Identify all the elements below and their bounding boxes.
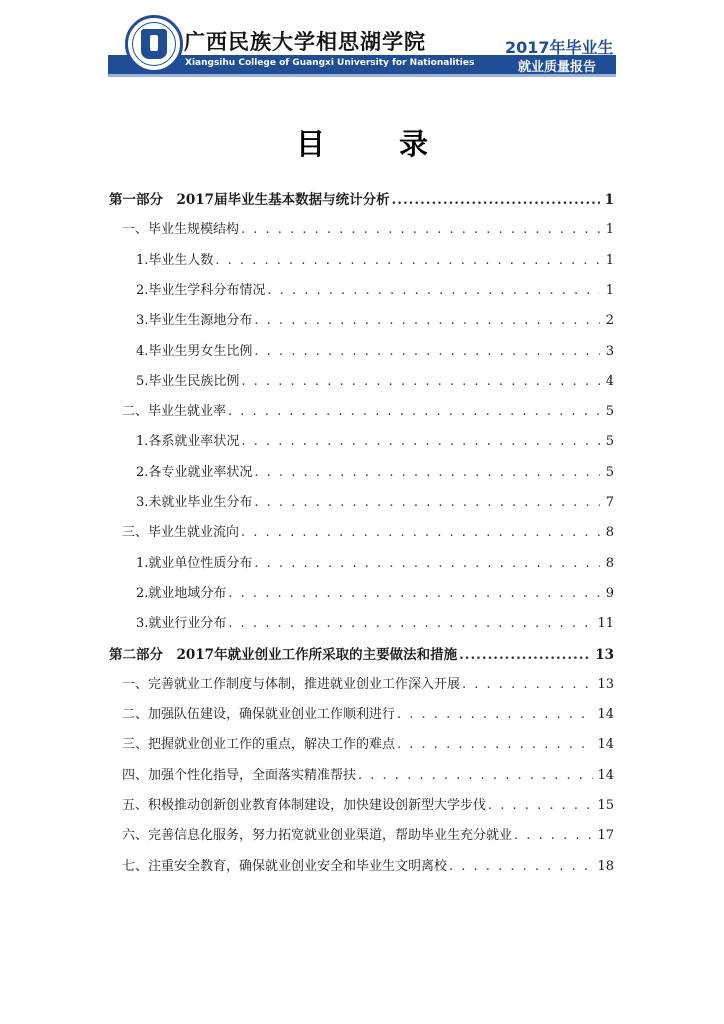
toc-page-number: 1 [605,283,614,298]
page-header [0,0,724,90]
toc-leader-dots [215,251,600,271]
toc-page-number: 9 [605,586,614,601]
toc-page-number: 4 [605,374,614,389]
toc-subsection-entry[interactable] [136,463,614,483]
college-name-en: Xiangsihu College of Guangxi University for Nationalities [185,58,475,68]
toc-leader-dots [459,645,591,665]
toc-leader-dots [397,735,593,755]
toc-entry-title: 2.毕业生学科分布情况 [136,283,266,298]
toc-leader-dots [488,796,593,816]
toc-leader-dots [241,220,600,240]
toc-leader-dots [392,190,600,210]
toc-subsection-entry[interactable] [136,342,614,362]
toc-leader-dots [254,342,600,362]
toc-subsection-entry[interactable] [136,614,614,634]
toc-page-number: 1 [605,253,614,268]
toc-entry-title: 3.未就业毕业生分布 [136,495,253,510]
toc-section-entry[interactable] [122,857,614,877]
toc-leader-dots [358,766,593,786]
toc-page-number: 5 [605,404,614,419]
toc-page-number: 13 [597,677,614,692]
toc-leader-dots [267,281,600,301]
toc-entry-title: 一、完善就业工作制度与体制，推进就业创业工作深入开展 [122,677,461,692]
toc-section-entry[interactable] [122,675,614,695]
toc-entry-title: 二、毕业生就业率 [122,404,227,419]
toc-entry-title: 第二部分 2017年就业创业工作所采取的主要做法和措施 [109,647,458,663]
toc-subsection-entry[interactable] [136,251,614,271]
toc-entry-title: 六、完善信息化服务，努力拓宽就业创业渠道，帮助毕业生充分就业 [122,828,513,843]
toc-page-number: 17 [597,828,614,843]
toc-leader-dots [228,402,600,422]
toc-subsection-entry[interactable] [136,584,614,604]
toc-page-number: 1 [604,192,614,208]
toc-entry-title: 三、把握就业创业工作的重点，解决工作的难点 [122,737,396,752]
toc-subsection-entry[interactable] [136,281,614,301]
toc-page-number: 2 [605,313,614,328]
toc-page-number: 18 [597,859,614,874]
college-name-cn: 广西民族大学相思湖学院 [184,29,426,54]
toc-section-entry[interactable] [122,766,614,786]
toc-entry-title: 1.各系就业率状况 [136,434,240,449]
toc-subsection-entry[interactable] [136,372,614,392]
toc-title: 目 录 [295,127,461,161]
toc-subsection-entry[interactable] [136,311,614,331]
toc-section-entry[interactable] [122,705,614,725]
toc-page-number: 8 [605,525,614,540]
toc-part-entry[interactable] [109,190,614,210]
college-emblem-icon [125,15,183,73]
toc-page-number: 8 [605,556,614,571]
toc-section-entry[interactable] [122,523,614,543]
toc-page-number: 14 [597,737,614,752]
toc-leader-dots [397,705,593,725]
toc-entry-title: 3.就业行业分布 [136,616,227,631]
toc-page-number: 3 [605,344,614,359]
toc-page-number: 7 [605,495,614,510]
toc-subsection-entry[interactable] [136,493,614,513]
toc-entry-title: 3.毕业生生源地分布 [136,313,253,328]
toc-entry-title: 二、加强队伍建设，确保就业创业工作顺利进行 [122,707,396,722]
toc-leader-dots [241,372,600,392]
toc-leader-dots [228,614,593,634]
toc-leader-dots [449,857,593,877]
toc-part-entry[interactable] [109,645,614,665]
toc-entry-title: 三、毕业生就业流向 [122,525,240,540]
toc-entry-title: 1.就业单位性质分布 [136,556,253,571]
toc-section-entry[interactable] [122,796,614,816]
toc-entry-title: 5.毕业生民族比例 [136,374,240,389]
toc-entry-title: 第一部分 2017届毕业生基本数据与统计分析 [109,192,390,208]
toc-leader-dots [241,432,600,452]
toc-leader-dots [462,675,593,695]
toc-leader-dots [254,463,600,483]
toc-leader-dots [254,311,600,331]
report-year-title: 2017年毕业生 [505,38,614,57]
toc-entry-title: 4.毕业生男女生比例 [136,344,253,359]
toc-subsection-entry[interactable] [136,554,614,574]
toc-page-number: 1 [605,222,614,237]
toc-page-number: 11 [597,616,614,631]
toc-entry-title: 七、注重安全教育，确保就业创业安全和毕业生文明离校 [122,859,448,874]
toc-leader-dots [254,493,600,513]
toc-subsection-entry[interactable] [136,432,614,452]
toc-entry-title: 2.就业地域分布 [136,586,227,601]
toc-leader-dots [514,826,593,846]
report-name: 就业质量报告 [518,60,597,75]
toc-page-number: 14 [597,768,614,783]
toc-section-entry[interactable] [122,220,614,240]
toc-page-number: 5 [605,434,614,449]
toc-leader-dots [241,523,600,543]
toc-section-entry[interactable] [122,402,614,422]
toc-leader-dots [254,554,600,574]
toc-leader-dots [228,584,600,604]
toc-entry-title: 一、毕业生规模结构 [122,222,240,237]
toc-entry-title: 四、加强个性化指导，全面落实精准帮扶 [122,768,357,783]
toc-page-number: 5 [605,465,614,480]
toc-entry-title: 1.毕业生人数 [136,253,214,268]
toc-entry-title: 2.各专业就业率状况 [136,465,253,480]
toc-section-entry[interactable] [122,826,614,846]
toc-page-number: 15 [597,798,614,813]
toc-section-entry[interactable] [122,735,614,755]
toc-entry-title: 五、积极推动创新创业教育体制建设，加快建设创新型大学步伐 [122,798,487,813]
toc-page-number: 13 [595,647,614,663]
toc-page-number: 14 [597,707,614,722]
